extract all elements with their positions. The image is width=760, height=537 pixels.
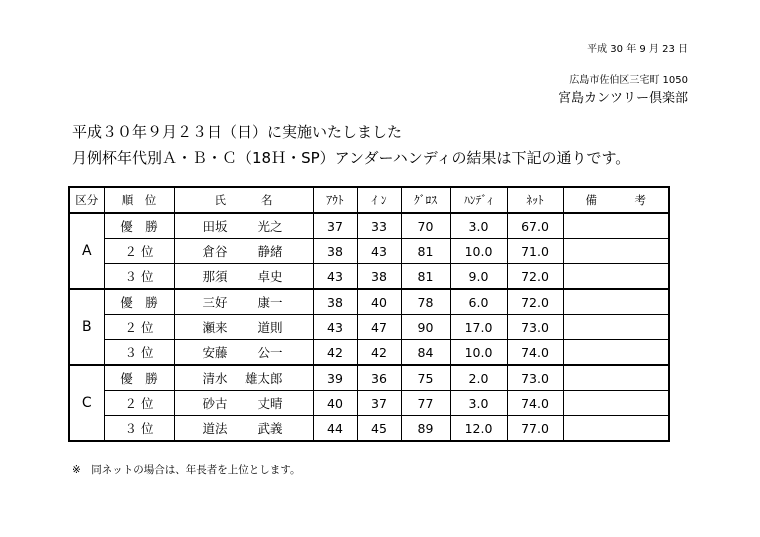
player-family-name: 道法 bbox=[202, 421, 228, 436]
handicap-cell: 17.0 bbox=[450, 315, 507, 340]
in-score-cell: 43 bbox=[357, 239, 401, 264]
player-family-name: 田坂 bbox=[202, 219, 228, 234]
in-score-cell: 42 bbox=[357, 340, 401, 366]
out-score-cell: 38 bbox=[313, 289, 357, 315]
gross-score-cell: 81 bbox=[401, 239, 450, 264]
gross-score-cell: 84 bbox=[401, 340, 450, 366]
handicap-cell: 10.0 bbox=[450, 239, 507, 264]
in-score-cell: 38 bbox=[357, 264, 401, 290]
header-rank: 順 位 bbox=[104, 187, 174, 213]
remarks-cell bbox=[563, 416, 669, 442]
rank-cell: ２ 位 bbox=[104, 315, 174, 340]
rank-cell: ３ 位 bbox=[104, 416, 174, 442]
table-row bbox=[69, 365, 669, 391]
header-handicap: ﾊﾝﾃﾞｨ bbox=[450, 187, 507, 213]
net-score-cell: 72.0 bbox=[507, 289, 563, 315]
rank-cell: 優 勝 bbox=[104, 213, 174, 239]
handicap-cell: 9.0 bbox=[450, 264, 507, 290]
table-row bbox=[69, 416, 669, 442]
net-score-cell: 73.0 bbox=[507, 365, 563, 391]
table-row bbox=[69, 239, 669, 264]
player-name-cell bbox=[174, 213, 313, 239]
rank-cell: ２ 位 bbox=[104, 391, 174, 416]
player-given-name: 光之 bbox=[257, 219, 283, 234]
player-family-name: 安藤 bbox=[202, 345, 228, 360]
handicap-cell: 3.0 bbox=[450, 391, 507, 416]
notice-title-line-1: 平成３０年９月２３日（日）に実施いたしました bbox=[72, 123, 403, 141]
in-score-cell: 33 bbox=[357, 213, 401, 239]
net-score-cell: 67.0 bbox=[507, 213, 563, 239]
out-score-cell: 39 bbox=[313, 365, 357, 391]
header-remarks-a: 備 bbox=[585, 193, 597, 207]
header-gross: ｸﾞﾛｽ bbox=[401, 187, 450, 213]
gross-score-cell: 81 bbox=[401, 264, 450, 290]
gross-score-cell: 89 bbox=[401, 416, 450, 442]
rank-cell: ２ 位 bbox=[104, 239, 174, 264]
header-remarks bbox=[563, 187, 669, 213]
gross-score-cell: 75 bbox=[401, 365, 450, 391]
header-row bbox=[69, 187, 669, 213]
out-score-cell: 40 bbox=[313, 391, 357, 416]
handicap-cell: 2.0 bbox=[450, 365, 507, 391]
table-row bbox=[69, 289, 669, 315]
out-score-cell: 43 bbox=[313, 315, 357, 340]
header-division: 区分 bbox=[69, 187, 104, 213]
net-score-cell: 71.0 bbox=[507, 239, 563, 264]
player-name-cell bbox=[174, 340, 313, 366]
division-cell: C bbox=[69, 365, 104, 441]
player-given-name: 道則 bbox=[257, 320, 283, 335]
remarks-cell bbox=[563, 213, 669, 239]
header-out: ｱｳﾄ bbox=[313, 187, 357, 213]
table-row bbox=[69, 213, 669, 239]
out-score-cell: 37 bbox=[313, 213, 357, 239]
player-family-name: 那須 bbox=[202, 269, 228, 284]
table-row bbox=[69, 340, 669, 366]
rank-cell: 優 勝 bbox=[104, 365, 174, 391]
player-family-name: 清水 bbox=[202, 371, 228, 386]
gross-score-cell: 70 bbox=[401, 213, 450, 239]
player-name-cell bbox=[174, 264, 313, 290]
results-table bbox=[68, 186, 670, 442]
in-score-cell: 36 bbox=[357, 365, 401, 391]
handicap-cell: 6.0 bbox=[450, 289, 507, 315]
player-family-name: 倉谷 bbox=[202, 244, 228, 259]
club-name: 宮島カンツリー倶楽部 bbox=[557, 91, 688, 106]
header-net: ﾈｯﾄ bbox=[507, 187, 563, 213]
division-cell: B bbox=[69, 289, 104, 365]
player-name-cell bbox=[174, 289, 313, 315]
out-score-cell: 42 bbox=[313, 340, 357, 366]
in-score-cell: 37 bbox=[357, 391, 401, 416]
player-given-name: 静緒 bbox=[257, 244, 283, 259]
out-score-cell: 43 bbox=[313, 264, 357, 290]
remarks-cell bbox=[563, 315, 669, 340]
remarks-cell bbox=[563, 365, 669, 391]
player-family-name: 瀬来 bbox=[202, 320, 228, 335]
player-given-name: 武義 bbox=[257, 421, 283, 436]
net-score-cell: 74.0 bbox=[507, 391, 563, 416]
player-name-cell bbox=[174, 315, 313, 340]
rank-cell: 優 勝 bbox=[104, 289, 174, 315]
handicap-cell: 12.0 bbox=[450, 416, 507, 442]
player-name-cell bbox=[174, 391, 313, 416]
header-in: ｲ ﾝ bbox=[357, 187, 401, 213]
player-name-cell bbox=[174, 239, 313, 264]
rank-cell: ３ 位 bbox=[104, 340, 174, 366]
gross-score-cell: 90 bbox=[401, 315, 450, 340]
remarks-cell bbox=[563, 289, 669, 315]
header-name-a: 氏 bbox=[214, 193, 226, 207]
table-row bbox=[69, 315, 669, 340]
header-name bbox=[174, 187, 313, 213]
player-given-name: 卓史 bbox=[257, 269, 283, 284]
table-row bbox=[69, 264, 669, 290]
document-date: 平成 30 年 9 月 23 日 bbox=[587, 44, 688, 55]
header-name-b: 名 bbox=[261, 193, 273, 207]
net-score-cell: 72.0 bbox=[507, 264, 563, 290]
player-family-name: 砂古 bbox=[202, 396, 228, 411]
notice-title-line-2: 月例杯年代別Ａ・Ｂ・Ｃ（18Ｈ・SP）アンダーハンディの結果は下記の通りです。 bbox=[72, 149, 631, 167]
rank-cell: ３ 位 bbox=[104, 264, 174, 290]
division-cell: A bbox=[69, 213, 104, 289]
remarks-cell bbox=[563, 264, 669, 290]
in-score-cell: 40 bbox=[357, 289, 401, 315]
remarks-cell bbox=[563, 340, 669, 366]
gross-score-cell: 78 bbox=[401, 289, 450, 315]
net-score-cell: 73.0 bbox=[507, 315, 563, 340]
out-score-cell: 38 bbox=[313, 239, 357, 264]
in-score-cell: 47 bbox=[357, 315, 401, 340]
remarks-cell bbox=[563, 239, 669, 264]
header-remarks-b: 考 bbox=[634, 193, 646, 207]
handicap-cell: 3.0 bbox=[450, 213, 507, 239]
player-family-name: 三好 bbox=[202, 295, 228, 310]
net-score-cell: 77.0 bbox=[507, 416, 563, 442]
gross-score-cell: 77 bbox=[401, 391, 450, 416]
net-score-cell: 74.0 bbox=[507, 340, 563, 366]
handicap-cell: 10.0 bbox=[450, 340, 507, 366]
player-name-cell bbox=[174, 416, 313, 442]
player-given-name: 雄太郎 bbox=[244, 371, 283, 386]
remarks-cell bbox=[563, 391, 669, 416]
player-given-name: 公一 bbox=[257, 345, 283, 360]
in-score-cell: 45 bbox=[357, 416, 401, 442]
player-name-cell bbox=[174, 365, 313, 391]
out-score-cell: 44 bbox=[313, 416, 357, 442]
table-row bbox=[69, 391, 669, 416]
player-given-name: 康一 bbox=[257, 295, 283, 310]
player-given-name: 丈晴 bbox=[257, 396, 283, 411]
tie-break-note: ※ 同ネットの場合は、年長者を上位とします。 bbox=[72, 464, 301, 476]
club-address: 広島市佐伯区三宅町 1050 bbox=[569, 75, 688, 86]
